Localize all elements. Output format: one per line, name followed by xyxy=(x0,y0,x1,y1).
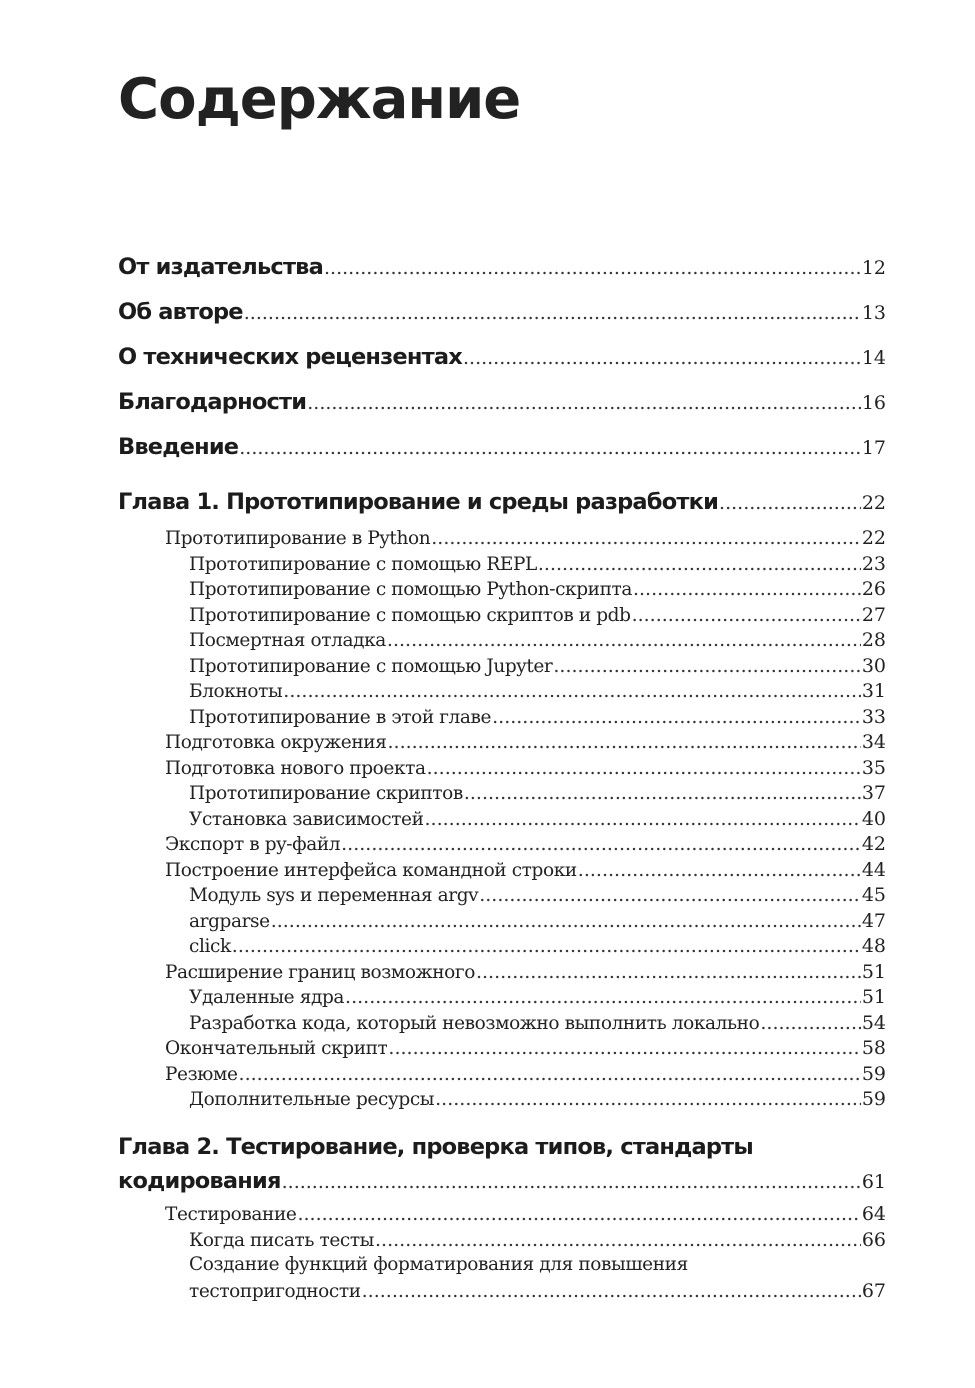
toc-entry-label: Резюме xyxy=(165,1063,238,1085)
toc-entry-page: 51 xyxy=(861,960,886,983)
toc-entry-label: Посмертная отладка xyxy=(189,630,386,651)
toc-entry-label: О технических рецензентах xyxy=(118,344,462,370)
toc-entry-label: argparse xyxy=(189,910,270,932)
leader-dots xyxy=(553,655,860,677)
toc-entry-label: Тестирование xyxy=(165,1204,297,1225)
toc-entry-label: Прототипирование в Python xyxy=(165,528,431,549)
toc-entry-page: 64 xyxy=(861,1203,886,1225)
toc-entry-label: Дополнительные ресурсы xyxy=(189,1089,435,1110)
toc-entry[interactable] xyxy=(165,859,886,884)
toc-entry-label: Экспорт в py-файл xyxy=(165,834,341,855)
toc-entry[interactable] xyxy=(189,1012,886,1037)
toc-entry[interactable] xyxy=(165,757,886,782)
toc-entry[interactable] xyxy=(189,986,886,1011)
toc-entry[interactable] xyxy=(189,655,886,680)
toc-entry-page: 34 xyxy=(861,731,886,753)
toc-entry-page: 13 xyxy=(861,302,886,324)
toc-entry-label: Прототипирование с помощью Python-скрипта xyxy=(189,579,632,600)
toc-entry-label: Когда писать тесты xyxy=(189,1229,374,1251)
toc-entry-page: 61 xyxy=(861,1171,886,1193)
toc-entry-page: 54 xyxy=(861,1011,886,1034)
toc-entry-page: 45 xyxy=(861,884,886,906)
toc-entry-page: 26 xyxy=(861,578,886,600)
toc-entry-page: 33 xyxy=(861,705,886,728)
leader-dots xyxy=(719,492,861,514)
toc-chapter-label: Глава 1. Прототипирование и среды разработки xyxy=(118,489,719,515)
toc-entry[interactable] xyxy=(165,961,886,986)
leader-dots xyxy=(232,935,861,957)
toc-entry-page: 48 xyxy=(861,935,886,957)
leader-dots xyxy=(387,731,860,753)
toc-entry[interactable] xyxy=(165,527,886,552)
toc-entry-page: 23 xyxy=(861,552,886,575)
toc-entry-page: 44 xyxy=(861,858,886,881)
toc-entry-introduction[interactable] xyxy=(118,434,886,468)
leader-dots xyxy=(387,629,861,651)
toc-chapter-1[interactable] xyxy=(118,489,886,523)
toc-entry-page: 30 xyxy=(861,654,886,677)
leader-dots xyxy=(760,1012,860,1034)
toc-entry[interactable] xyxy=(189,884,886,909)
leader-dots xyxy=(578,859,861,881)
leader-dots xyxy=(239,437,861,459)
leader-dots xyxy=(341,833,861,855)
leader-dots xyxy=(633,578,861,600)
toc-entry-author[interactable] xyxy=(118,299,886,333)
toc-entry-page: 66 xyxy=(861,1228,886,1251)
toc-entry-label: От издательства xyxy=(118,254,324,280)
leader-dots xyxy=(307,392,861,414)
leader-dots xyxy=(362,1280,861,1302)
leader-dots xyxy=(283,680,861,702)
toc-entry-page: 27 xyxy=(861,603,886,626)
toc-entry[interactable] xyxy=(165,1203,886,1228)
toc-entry-page: 59 xyxy=(861,1088,886,1110)
toc-entry-page: 58 xyxy=(861,1037,886,1059)
leader-dots xyxy=(463,347,861,369)
toc-entry[interactable] xyxy=(189,1229,886,1254)
toc-entry[interactable] xyxy=(165,1063,886,1088)
toc-entry-page: 51 xyxy=(861,986,886,1008)
toc-entry-label: Установка зависимостей xyxy=(189,808,424,830)
leader-dots xyxy=(425,808,861,830)
leader-dots xyxy=(271,910,861,932)
leader-dots xyxy=(324,257,861,279)
toc-entry-label-line1[interactable]: Создание функций форматирования для повышения xyxy=(189,1254,688,1275)
toc-entry-page: 67 xyxy=(861,1279,886,1302)
leader-dots xyxy=(375,1229,861,1251)
leader-dots xyxy=(538,553,861,575)
toc-entry-label: Прототипирование с помощью скриптов и pdb xyxy=(189,604,631,626)
toc-entry-label: Разработка кода, который невозможно выполнить локально xyxy=(189,1012,760,1034)
leader-dots xyxy=(388,1037,860,1059)
toc-entry-label: Прототипирование в этой главе xyxy=(189,706,492,728)
toc-entry[interactable] xyxy=(165,1037,886,1062)
toc-entry-label: Прототипирование с помощью Jupyter xyxy=(189,655,553,677)
toc-entry[interactable] xyxy=(189,910,886,935)
toc-chapter-2[interactable] xyxy=(118,1168,886,1202)
leader-dots xyxy=(492,706,861,728)
toc-chapter-label: кодирования xyxy=(118,1168,281,1194)
toc-entry-page: 16 xyxy=(861,392,886,414)
toc-entry-acknowledgements[interactable] xyxy=(118,389,886,423)
toc-entry-label: Об авторе xyxy=(118,299,243,325)
toc-entry-page: 31 xyxy=(861,680,886,702)
toc-entry-page: 40 xyxy=(861,807,886,830)
toc-entry-publisher[interactable] xyxy=(118,254,886,288)
toc-entry-page: 37 xyxy=(861,782,886,804)
toc-entry-page: 59 xyxy=(861,1062,886,1085)
toc-entry[interactable] xyxy=(189,808,886,833)
toc-entry-label: Введение xyxy=(118,434,239,460)
leader-dots xyxy=(427,757,861,779)
toc-entry[interactable] xyxy=(189,604,886,629)
toc-entry[interactable] xyxy=(189,680,886,705)
toc-entry[interactable] xyxy=(189,1280,886,1305)
toc-entry-label: Построение интерфейса командной строки xyxy=(165,859,577,881)
leader-dots xyxy=(476,961,861,983)
toc-entry[interactable] xyxy=(189,553,886,578)
toc-entry-reviewers[interactable] xyxy=(118,344,886,378)
toc-entry-label: Благодарности xyxy=(118,389,307,415)
toc-entry-label: Расширение границ возможного xyxy=(165,961,475,983)
leader-dots xyxy=(345,986,861,1008)
toc-entry-label: Подготовка окружения xyxy=(165,732,387,753)
toc-entry-label: Блокноты xyxy=(189,681,283,702)
leader-dots xyxy=(464,782,861,804)
toc-entry-label: Удаленные ядра xyxy=(189,987,345,1008)
toc-entry-page: 12 xyxy=(861,257,886,279)
toc-entry[interactable] xyxy=(189,706,886,731)
toc-entry-page: 47 xyxy=(861,909,886,932)
toc-entry[interactable] xyxy=(189,629,886,654)
toc-entry-page: 22 xyxy=(861,527,886,549)
toc-entry-page: 17 xyxy=(861,437,886,459)
toc-entry-page: 28 xyxy=(861,629,886,651)
toc-entry-label: Прототипирование с помощью REPL xyxy=(189,553,537,575)
toc-entry-label: Прототипирование скриптов xyxy=(189,783,463,804)
leader-dots xyxy=(282,1171,861,1193)
toc-entry-page: 22 xyxy=(861,492,886,514)
toc-entry-label: click xyxy=(189,936,231,957)
toc-entry[interactable] xyxy=(189,578,886,603)
toc-entry-label: Модуль sys и переменная argv xyxy=(189,885,479,906)
leader-dots xyxy=(244,302,861,324)
toc-entry-page: 35 xyxy=(861,756,886,779)
leader-dots xyxy=(435,1088,861,1110)
toc-entry[interactable] xyxy=(165,731,886,756)
leader-dots xyxy=(239,1063,861,1085)
toc-entry-page: 14 xyxy=(861,347,886,369)
toc-entry[interactable] xyxy=(189,1088,886,1113)
leader-dots xyxy=(297,1203,860,1225)
toc-entry[interactable] xyxy=(189,935,886,960)
page-title: Содержание xyxy=(118,67,521,132)
toc-entry-label: Окончательный скрипт xyxy=(165,1038,388,1059)
toc-entry-page: 42 xyxy=(861,833,886,855)
toc-chapter-2-label-line1[interactable]: Глава 2. Тестирование, проверка типов, стандарты xyxy=(118,1134,753,1160)
leader-dots xyxy=(632,604,861,626)
leader-dots xyxy=(431,527,861,549)
leader-dots xyxy=(479,884,861,906)
toc-entry[interactable] xyxy=(189,782,886,807)
toc-entry-label: Подготовка нового проекта xyxy=(165,757,426,779)
toc-entry-label: тестопригодности xyxy=(189,1280,361,1302)
toc-entry[interactable] xyxy=(165,833,886,858)
